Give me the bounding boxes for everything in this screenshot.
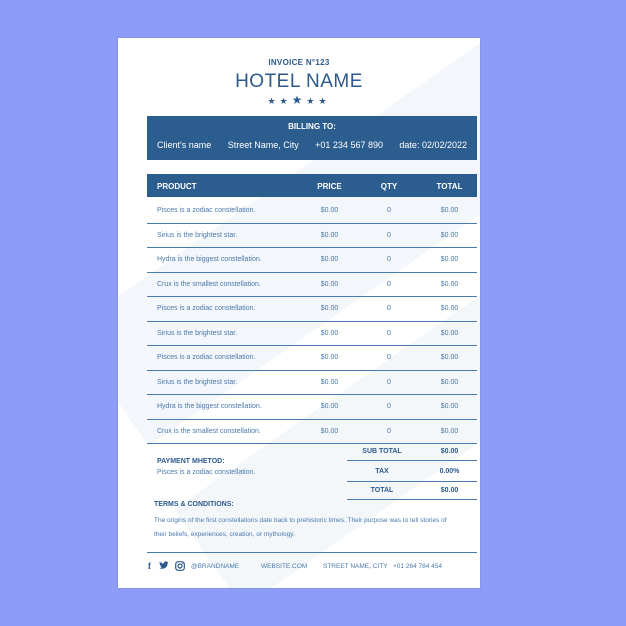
divider: [347, 460, 477, 461]
row-total: $0.00: [440, 305, 459, 312]
subtotal-value: $0.00: [440, 448, 459, 455]
star-icon: ★: [267, 96, 280, 106]
divider: [347, 481, 477, 482]
billing-box: [147, 116, 477, 160]
row-price: $0.00: [320, 403, 339, 410]
row-total: $0.00: [440, 256, 459, 263]
tax-label: TAX: [375, 468, 389, 475]
client-street: Street Name, City: [227, 140, 299, 150]
row-product: Pisces is a zodiac constellation.: [157, 207, 256, 214]
star-rating: [118, 93, 480, 107]
row-qty: 0: [387, 256, 391, 263]
star-icon: ★: [318, 96, 331, 106]
payment-method-value: Pisces is a zodiac constellation.: [157, 469, 256, 476]
table-row: [147, 273, 477, 298]
row-product: Crux is the smallest constellation.: [157, 280, 261, 288]
row-qty: 0: [387, 207, 391, 214]
hotel-name-title: HOTEL NAME: [235, 71, 363, 92]
row-product: Sirius is the brightest star.: [157, 231, 238, 239]
table-row: [147, 346, 477, 371]
row-price: $0.00: [320, 305, 339, 312]
row-total: $0.00: [440, 329, 459, 337]
header-total: TOTAL: [436, 182, 463, 191]
invoice-page: [118, 38, 480, 588]
divider: [347, 499, 477, 500]
row-price: $0.00: [320, 329, 339, 337]
row-qty: 0: [387, 329, 391, 337]
footer-divider: [147, 552, 477, 553]
row-qty: 0: [387, 280, 391, 288]
row-product: Hydra is the biggest constellation.: [157, 403, 262, 410]
table-row: [147, 420, 477, 445]
row-total: $0.00: [440, 427, 459, 435]
table-header: [147, 174, 477, 197]
row-qty: 0: [387, 378, 391, 386]
website: WEBSITE.COM: [261, 563, 308, 570]
table-row: [147, 199, 477, 224]
footer-street: STREET NAME, CITY: [323, 563, 388, 570]
billing-title: BILLING TO:: [288, 122, 336, 131]
row-total: $0.00: [440, 378, 459, 386]
row-price: $0.00: [320, 231, 339, 239]
header-qty: QTY: [380, 182, 398, 191]
row-qty: 0: [387, 403, 391, 410]
row-product: Sirius is the brightest star.: [157, 378, 238, 386]
twitter-icon[interactable]: [159, 561, 169, 572]
row-total: $0.00: [440, 280, 459, 288]
row-price: $0.00: [320, 256, 339, 263]
footer-phone: +01 264 784 454: [393, 563, 442, 570]
facebook-icon[interactable]: f: [148, 561, 151, 571]
client-phone: +01 234 567 890: [315, 140, 383, 150]
row-price: $0.00: [320, 378, 339, 386]
client-name: Client's name: [157, 140, 212, 150]
terms-text: The origins of the first constellations date back to prehistoric times. Their purpose was to tell stories of their beliefs, experiences, creation, or mythology.: [154, 517, 447, 538]
instagram-icon[interactable]: [175, 561, 185, 573]
table-body: [147, 199, 477, 444]
star-icon: ★: [279, 96, 292, 106]
invoice-number: INVOICE N°123: [268, 58, 330, 67]
row-product: Sirius is the brightest star.: [157, 329, 238, 337]
row-total: $0.00: [440, 207, 459, 214]
row-qty: 0: [387, 231, 391, 239]
brand-handle: @BRANDNAME: [191, 563, 240, 570]
payment-method-label: PAYMENT MHETOD:: [157, 458, 225, 465]
row-product: Hydra is the biggest constellation.: [157, 256, 262, 263]
totals-section: [147, 446, 477, 506]
row-total: $0.00: [440, 403, 459, 410]
star-icon: ★: [291, 93, 307, 107]
invoice-date: date: 02/02/2022: [399, 140, 467, 150]
star-icon: ★: [306, 96, 319, 106]
row-product: Pisces is a zodiac constellation.: [157, 354, 256, 361]
table-row: [147, 371, 477, 396]
row-price: $0.00: [320, 280, 339, 288]
subtotal-label: SUB TOTAL: [362, 448, 402, 455]
table-row: [147, 297, 477, 322]
header-price: PRICE: [317, 182, 342, 191]
row-qty: 0: [387, 354, 391, 361]
table-row: [147, 322, 477, 347]
table-row: [147, 395, 477, 420]
row-product: Pisces is a zodiac constellation.: [157, 305, 256, 312]
row-price: $0.00: [320, 354, 339, 361]
table-row: [147, 224, 477, 249]
total-label: TOTAL: [370, 487, 394, 494]
row-total: $0.00: [440, 354, 459, 361]
tax-value: 0.00%: [439, 468, 460, 475]
header-product: PRODUCT: [157, 182, 197, 191]
row-price: $0.00: [320, 427, 339, 435]
total-value: $0.00: [440, 487, 459, 494]
row-qty: 0: [387, 305, 391, 312]
row-total: $0.00: [440, 231, 459, 239]
terms-label: TERMS & CONDITIONS:: [154, 501, 234, 508]
footer: [147, 561, 477, 575]
row-price: $0.00: [320, 207, 339, 214]
table-row: [147, 248, 477, 273]
row-qty: 0: [387, 427, 391, 435]
row-product: Crux is the smallest constellation.: [157, 427, 261, 435]
